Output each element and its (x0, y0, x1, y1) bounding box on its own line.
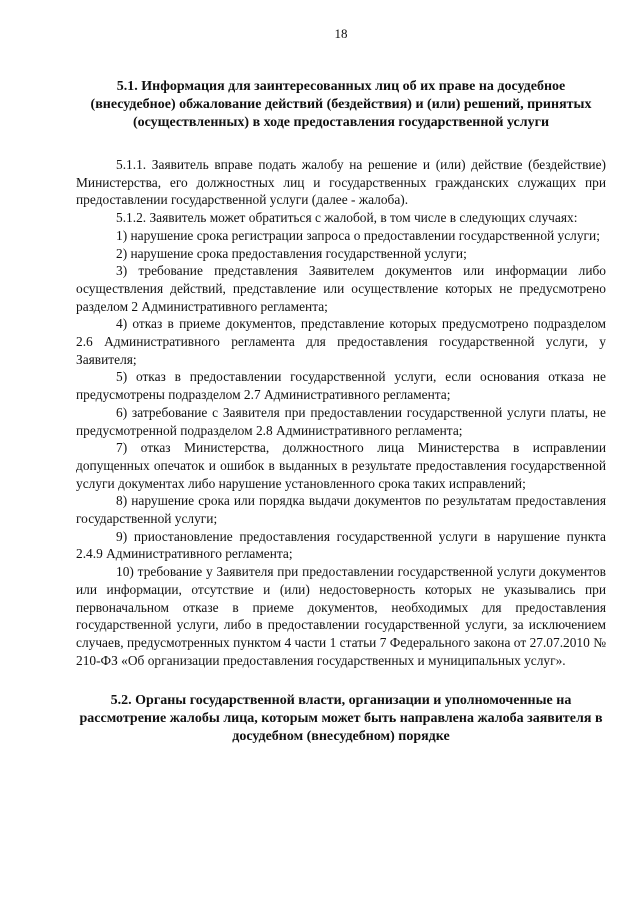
paragraph-5-1-1: 5.1.1. Заявитель вправе подать жалобу на решение и (или) действие (бездействие) Министерства, его должностных лиц и государственных гражданских служащих при предоставлении государственной услуги (далее - жалоба). (76, 157, 606, 208)
list-item-6: 6) затребование с Заявителя при предоставлении государственной услуги платы, не предусмотренной подразделом 2.8 Административного регламента; (76, 404, 606, 438)
list-item-8: 8) нарушение срока или порядка выдачи документов по результатам предоставления государственной услуги; (76, 493, 606, 527)
list-item-5: 5) отказ в предоставлении государственной услуги, если основания отказа не предусмотрены подразделом 2.7 Административного регламента; (76, 369, 606, 403)
section-heading-5-2: 5.2. Органы государственной власти, организации и уполномоченные на рассмотрение жалобы лица, которым может быть направлена жалоба заявителя в досудебном (внесудебном) порядке (79, 693, 603, 745)
list-item-10: 10) требование у Заявителя при предоставлении государственной услуги документов или информации, отсутствие и (или) недостоверность которых не указывались при первоначальном отказе в приеме документов, необходимых для предоставления государственной услуги, либо в предоставлении государственной услуги, за исключением случаев, предусмотренных пунктом 4 части 1 статьи 7 Федерального закона от 27.07.2010 № 210-ФЗ «Об организации предоставления государственных и муниципальных услуг». (76, 564, 606, 668)
section-body-5-1 (76, 156, 606, 669)
list-item-9: 9) приостановление предоставления государственной услуги в нарушение пункта 2.4.9 Административного регламента; (76, 528, 606, 562)
section-heading-5-1: 5.1. Информация для заинтересованных лиц об их праве на досудебное (внесудебное) обжалование действий (бездействия) и (или) решений, принятых (осуществленных) в ходе предоставления государственной услуги (90, 79, 592, 130)
page-number: 18 (334, 26, 348, 41)
list-item-1: 1) нарушение срока регистрации запроса о предоставлении государственной услуги; (116, 227, 600, 243)
list-item-3: 3) требование представления Заявителем документов или информации либо осуществления действий, представление или осуществление которых не предусмотрено разделом 2 Административного регламента; (76, 263, 606, 314)
list-item-2: 2) нарушение срока предоставления государственной услуги; (116, 245, 467, 261)
paragraph-5-1-2: 5.1.2. Заявитель может обратиться с жалобой, в том числе в следующих случаях: (116, 210, 578, 226)
list-item-7: 7) отказ Министерства, должностного лица Министерства в исправлении допущенных опечаток и ошибок в выданных в результате предоставления государственной услуги документах либо нарушение установленного срока таких исправлений; (76, 440, 606, 491)
list-item-4: 4) отказ в приеме документов, представление которых предусмотрено подразделом 2.6 Административного регламента для предоставления государственной услуги, у Заявителя; (76, 316, 606, 367)
